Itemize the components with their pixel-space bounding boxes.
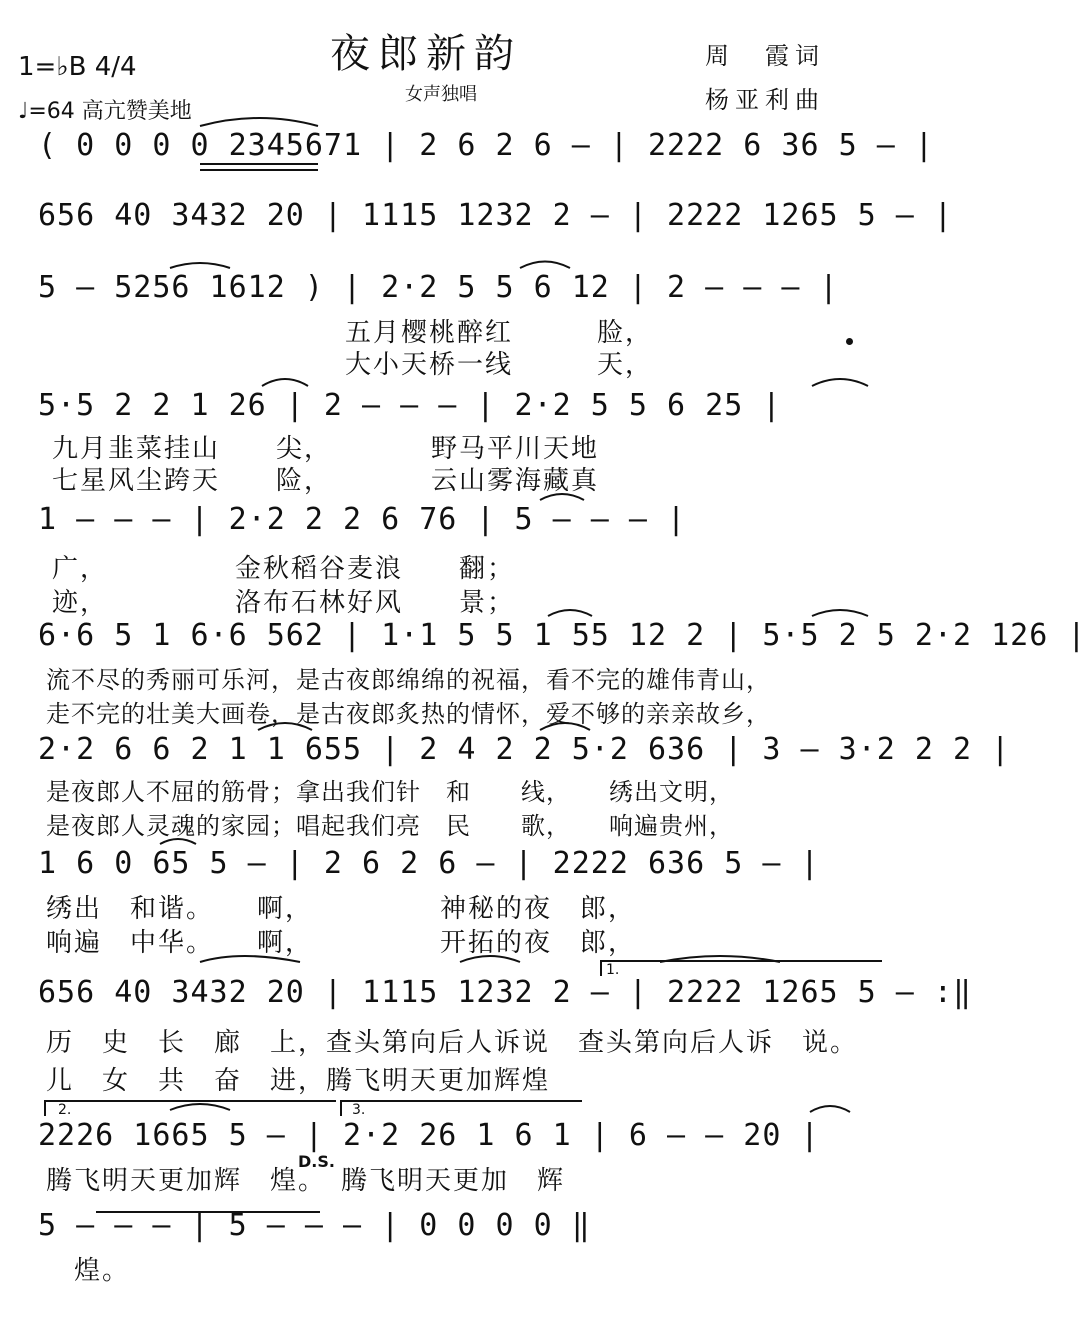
slur-mark <box>262 379 308 386</box>
system-11-notes: 5 — — — | 5 — — — | 0 0 0 0 ‖ <box>38 1208 591 1243</box>
slur-mark <box>258 723 312 730</box>
ink-dot <box>846 338 853 345</box>
system-9-lyric-1: 历 史 长 廊 上，查头第向后人诉说 查头第向后人诉 说。 <box>46 1028 859 1058</box>
system-6-lyric-2: 走不完的壮美大画卷，是古夜郎炙热的情怀，爱不够的亲亲故乡， <box>46 700 771 728</box>
volta-2-number: 2. <box>58 1102 72 1118</box>
volta-3-number: 3. <box>352 1102 366 1118</box>
slur-mark <box>520 262 570 269</box>
volta-1-number: 1. <box>606 962 620 978</box>
system-8-lyric-1: 绣出 和谐。 啊， 神秘的夜 郎， <box>46 894 637 924</box>
lyricist-credit: 周 霞词 <box>705 42 825 70</box>
system-6-notes: 6·6 5 1 6·6 562 | 1·1 5 5 1 55 12 2 | 5·5 2 5 2·2 126 | <box>38 618 1086 653</box>
system-10-notes: 2226 1665 5 — | 2·2 26 1 6 1 | 6 — — 20 | <box>38 1118 820 1153</box>
system-1-notes: ( 0 0 0 0 2345671 | 2 6 2 6 — | 2222 6 36 5 — | <box>38 128 934 163</box>
system-5-notes: 1 — — — | 2·2 2 2 6 76 | 5 — — — | <box>38 502 687 537</box>
system-3-lyric-1: 五月樱桃醉红 脸， <box>345 318 654 348</box>
system-7-notes: 2·2 6 6 2 1 1 655 | 2 4 2 2 5·2 636 | 3 — 3·2 2 2 | <box>38 732 1011 767</box>
slur-mark <box>660 956 780 962</box>
slur-mark <box>548 610 592 616</box>
system-8-lyric-2: 响遍 中华。 啊， 开拓的夜 郎， <box>46 928 637 958</box>
system-3-lyric-2: 大小天桥一线 天， <box>345 350 654 380</box>
system-4-notes: 5·5 2 2 1 26 | 2 — — — | 2·2 5 5 6 25 | <box>38 388 782 423</box>
system-7-lyric-2: 是夜郎人灵魂的家园；唱起我们亮 民 歌， 响遍贵州， <box>46 812 734 840</box>
system-6-lyric-1: 流不尽的秀丽可乐河，是古夜郎绵绵的祝福，看不完的雄伟青山， <box>46 666 771 694</box>
dal-segno-mark: D.S. <box>298 1152 335 1171</box>
slur-mark <box>200 118 318 126</box>
system-4-lyric-2: 七星风尘跨天 险， 云山雾海藏真 <box>52 466 600 496</box>
song-title: 夜郎新韵 <box>330 31 522 77</box>
slur-mark <box>200 956 300 962</box>
slur-mark <box>160 839 196 844</box>
performance-type: 女声独唱 <box>405 84 477 105</box>
system-2-notes: 656 40 3432 20 | 1115 1232 2 — | 2222 1265 5 — | <box>38 198 953 233</box>
slur-mark <box>170 1104 230 1110</box>
slur-mark <box>812 610 868 616</box>
slur-mark <box>540 723 590 730</box>
system-9-lyric-2: 儿 女 共 奋 进，腾飞明天更加辉煌 <box>46 1066 551 1096</box>
slur-mark <box>460 956 520 962</box>
system-5-lyric-2: 迹， 洛布石林好风 景； <box>52 588 516 618</box>
system-3-notes: 5 — 5256 1612 ) | 2·2 5 5 6 12 | 2 — — — | <box>38 270 839 305</box>
composer-credit: 杨亚利曲 <box>705 86 825 114</box>
system-7-lyric-1: 是夜郎人不屈的筋骨；拿出我们针 和 线， 绣出文明， <box>46 778 734 806</box>
system-5-lyric-1: 广， 金秋稻谷麦浪 翻； <box>52 554 516 584</box>
slur-mark <box>540 494 584 500</box>
system-9-notes: 656 40 3432 20 | 1115 1232 2 — | 2222 1265 5 — :‖ <box>38 975 973 1010</box>
tempo-marking: ♩=64 高亢赞美地 <box>18 99 192 124</box>
system-8-notes: 1 6 0 65 5 — | 2 6 2 6 — | 2222 636 5 — | <box>38 846 820 881</box>
system-4-lyric-1: 九月韭菜挂山 尖， 野马平川天地 <box>52 434 600 464</box>
slur-mark <box>812 379 868 386</box>
slur-mark <box>170 263 230 268</box>
key-signature: 1=♭B 4/4 <box>18 52 137 82</box>
slur-mark <box>810 1106 850 1112</box>
system-10-lyric-1: 腾飞明天更加辉 煌。 腾飞明天更加 辉 <box>46 1166 566 1196</box>
system-11-lyric-1: 煌。 <box>46 1256 131 1286</box>
